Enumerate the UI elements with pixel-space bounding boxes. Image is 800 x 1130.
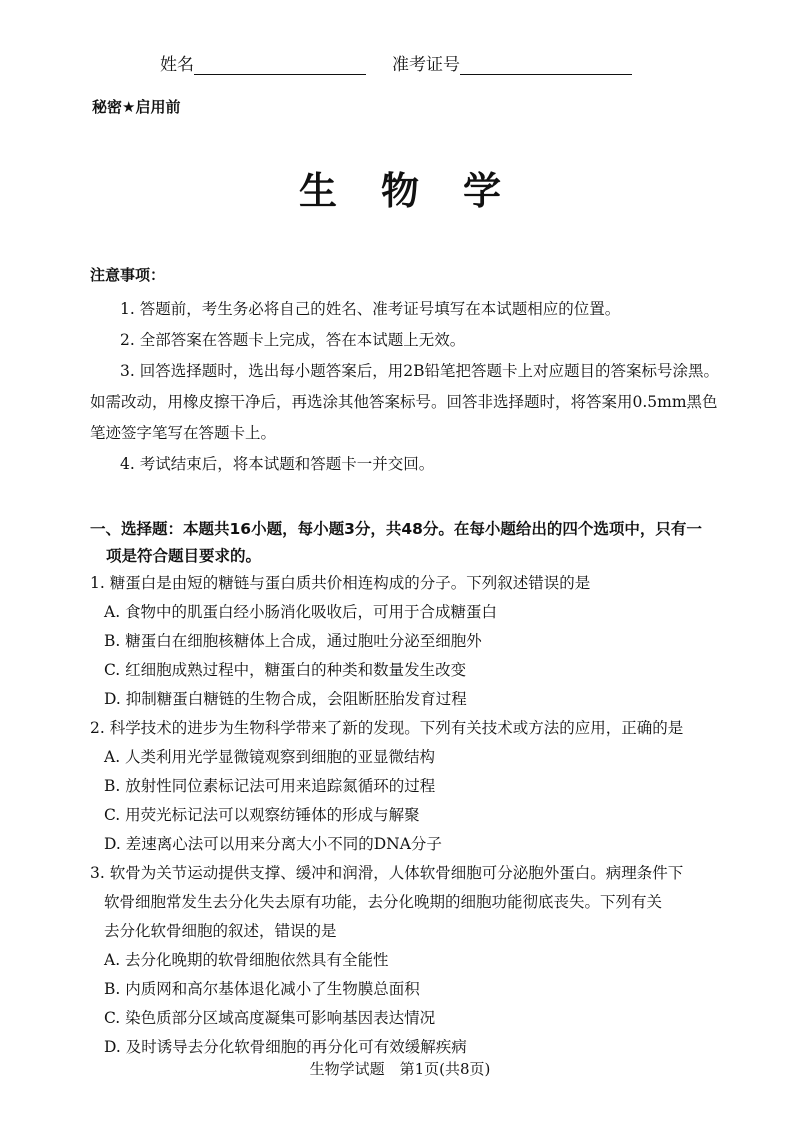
section-heading <box>90 516 730 570</box>
page-footer: 生物学试题 第1页(共8页) <box>309 1060 491 1078</box>
note-item: 3. 回答选择题时，选出每小题答案后，用2B铅笔把答题卡上对应题目的答案标号涂黑。如需改动，用橡皮擦干净后，再选涂其他答案标号。回答非选择题时，将答案用0.5mm黑色笔迹签字笔写在答题卡上。 <box>90 362 719 442</box>
option-c: C. 红细胞成熟过程中，糖蛋白的种类和数量发生改变 <box>104 661 467 679</box>
option-b: B. 放射性同位素标记法可用来追踪氮循环的过程 <box>104 777 436 795</box>
option-a: A. 去分化晚期的软骨细胞依然具有全能性 <box>104 951 389 969</box>
question-stem: 2. 科学技术的进步为生物科学带来了新的发现。下列有关技术或方法的应用，正确的是 <box>90 719 684 737</box>
note-item: 1. 答题前，考生务必将自己的姓名、准考证号填写在本试题相应的位置。 <box>120 300 621 318</box>
option-c: C. 用荧光标记法可以观察纺锤体的形成与解聚 <box>104 806 420 824</box>
question-list <box>90 569 730 1062</box>
name-blank-line <box>194 54 366 75</box>
page-title: 生物学 <box>298 168 545 213</box>
option-c: C. 染色质部分区域高度凝集可影响基因表达情况 <box>104 1009 436 1027</box>
option-b: B. 糖蛋白在细胞核糖体上合成，通过胞吐分泌至细胞外 <box>104 632 482 650</box>
exam-id-field <box>392 50 632 75</box>
question-2 <box>90 714 730 859</box>
question-stem-continued: 软骨细胞常发生去分化失去原有功能，去分化晚期的细胞功能彻底丧失。下列有关 <box>104 893 663 911</box>
option-a: A. 人类利用光学显微镜观察到细胞的亚显微结构 <box>104 748 436 766</box>
question-1 <box>90 569 730 714</box>
exam-id-blank-line <box>460 54 632 75</box>
note-item: 4. 考试结束后，将本试题和答题卡一并交回。 <box>120 455 435 473</box>
section-heading-line: 一、选择题：本题共16小题，每小题3分，共48分。在每小题给出的四个选项中，只有一 <box>90 520 702 538</box>
option-d: D. 抑制糖蛋白糖链的生物合成，会阻断胚胎发育过程 <box>104 690 467 708</box>
name-label: 姓名 <box>160 55 194 75</box>
notes-heading: 注意事项： <box>90 266 166 284</box>
question-stem-continued: 去分化软骨细胞的叙述，错误的是 <box>104 922 337 940</box>
section-heading-line: 项是符合题目要求的。 <box>106 547 262 565</box>
question-3 <box>90 859 730 1062</box>
notes-list <box>90 294 730 480</box>
secret-mark: 秘密★启用前 <box>92 98 181 116</box>
name-field <box>160 50 366 75</box>
option-a: A. 食物中的肌蛋白经小肠消化吸收后，可用于合成糖蛋白 <box>104 603 498 621</box>
question-stem: 1. 糖蛋白是由短的糖链与蛋白质共价相连构成的分子。下列叙述错误的是 <box>90 574 591 592</box>
note-item: 2. 全部答案在答题卡上完成，答在本试题上无效。 <box>120 331 466 349</box>
option-d: D. 及时诱导去分化软骨细胞的再分化可有效缓解疾病 <box>104 1038 467 1056</box>
question-stem: 3. 软骨为关节运动提供支撑、缓冲和润滑，人体软骨细胞可分泌胞外蛋白。病理条件下 <box>90 864 684 882</box>
option-d: D. 差速离心法可以用来分离大小不同的DNA分子 <box>104 835 442 853</box>
candidate-info <box>160 50 660 78</box>
option-b: B. 内质网和高尔基体退化减小了生物膜总面积 <box>104 980 420 998</box>
exam-id-label: 准考证号 <box>392 55 460 75</box>
